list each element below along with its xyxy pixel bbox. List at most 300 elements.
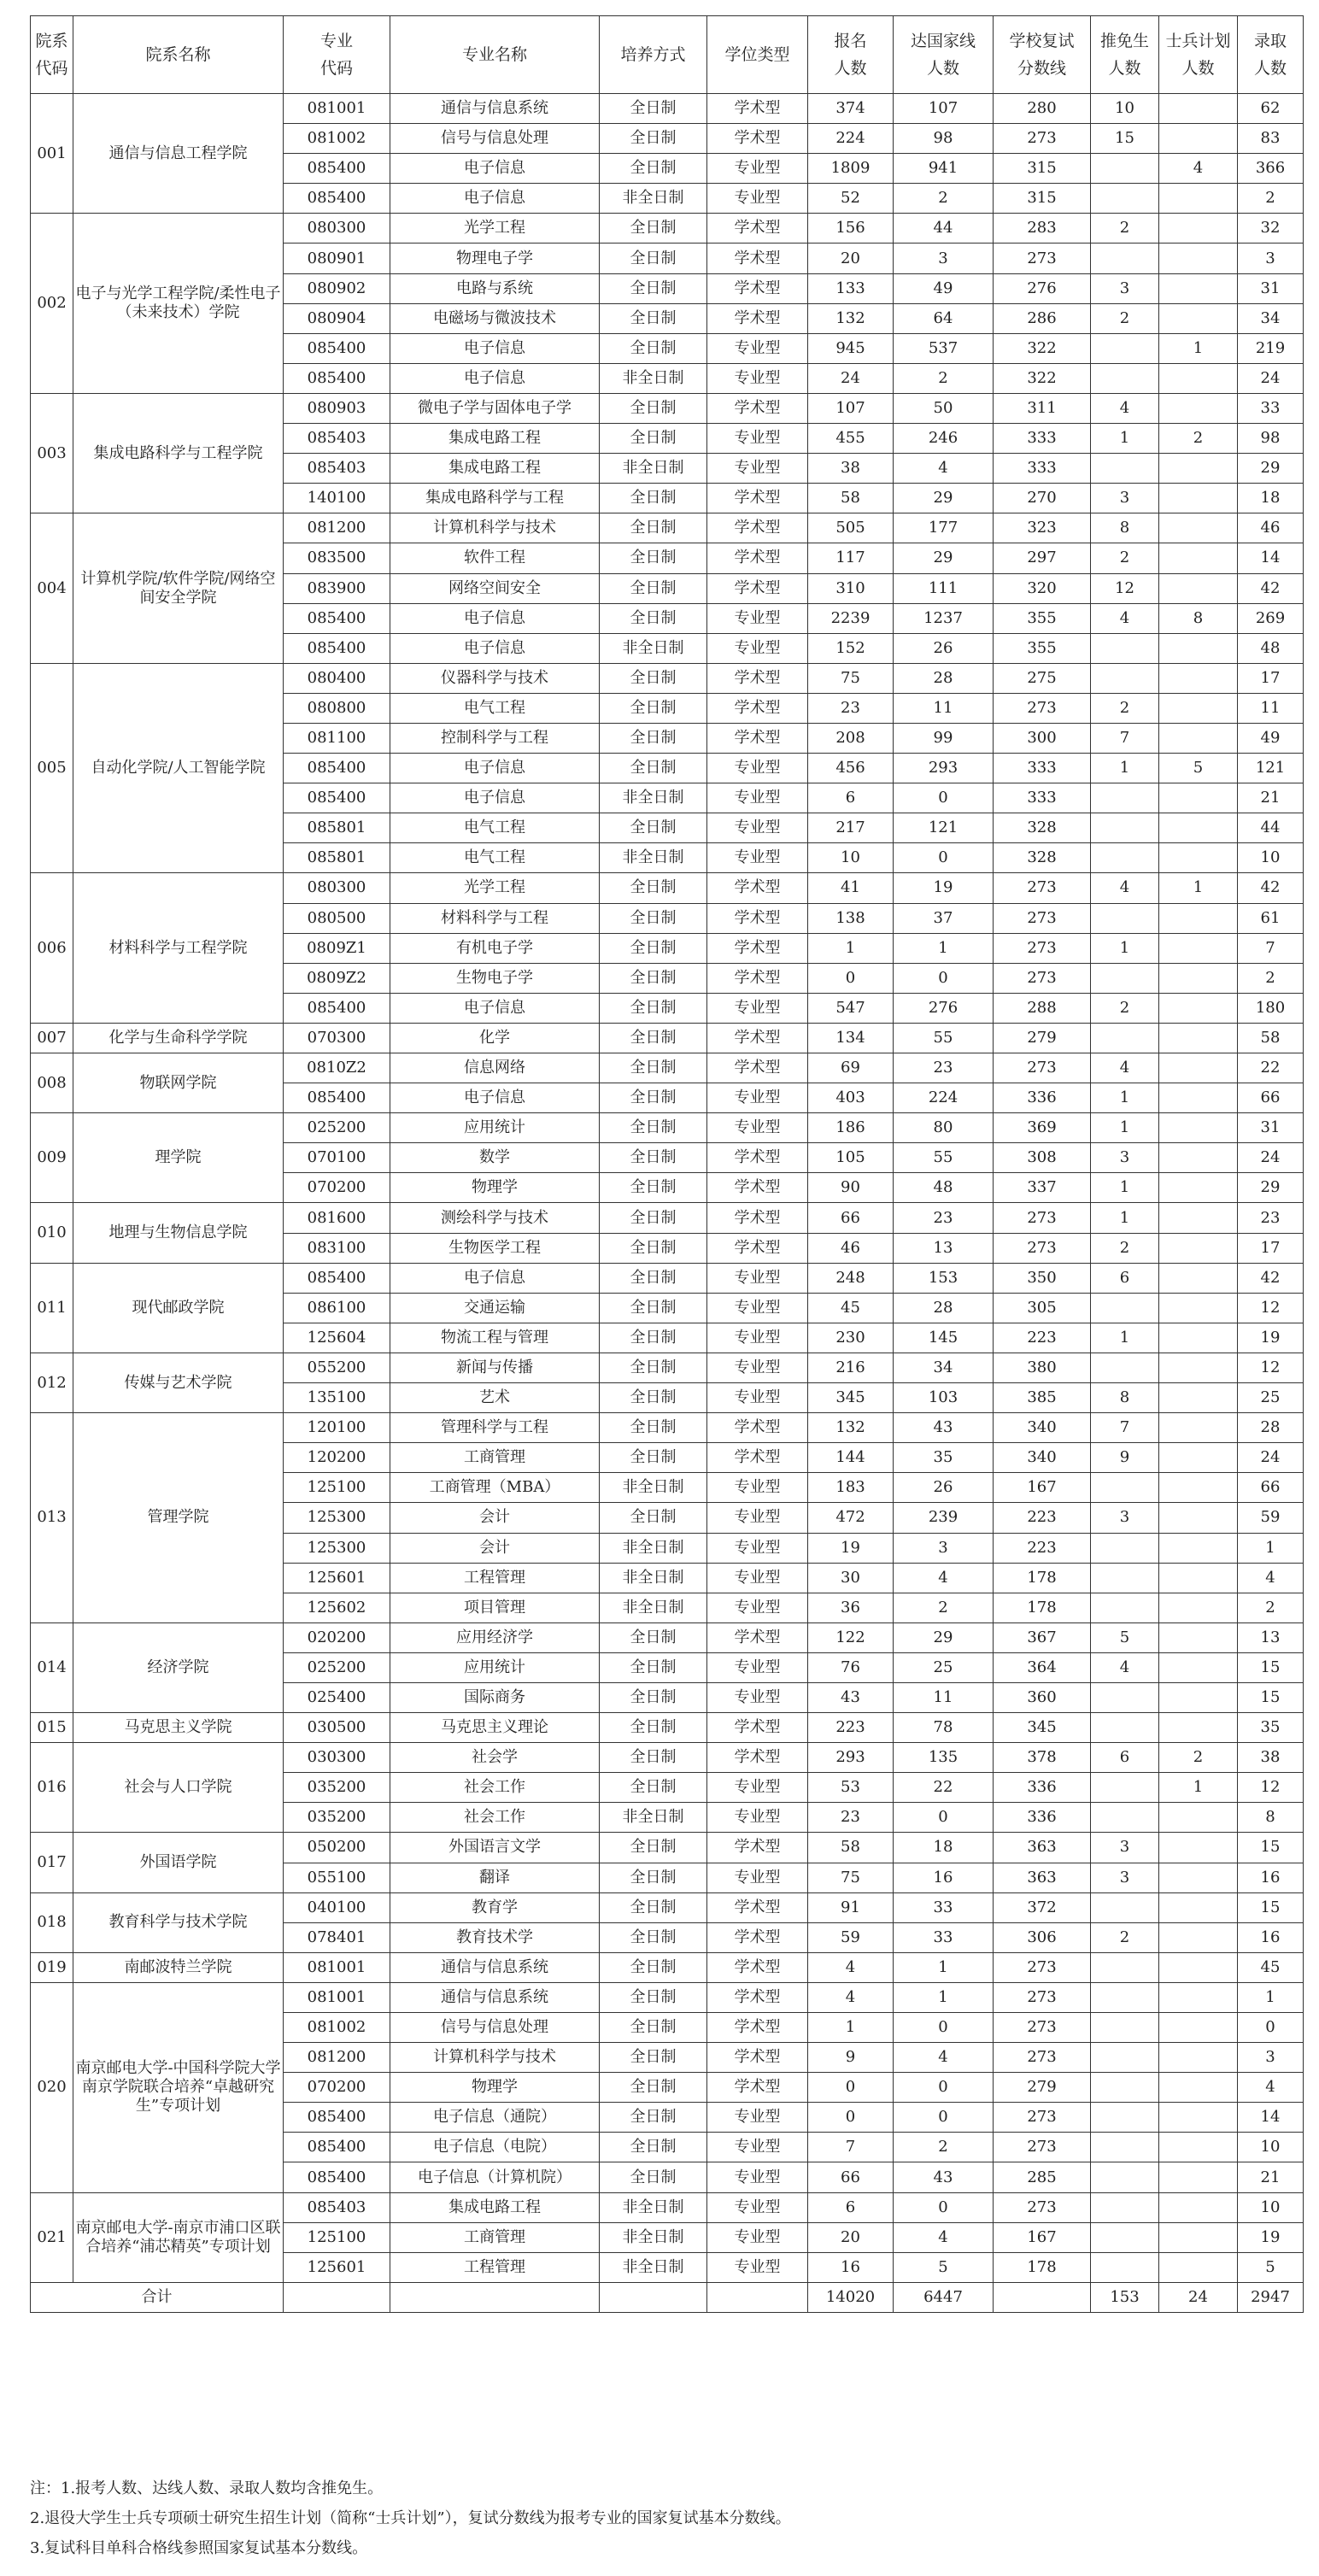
passed-count-cell: 537 [894, 333, 994, 363]
dept-code-cell: 016 [31, 1743, 73, 1833]
cutoff-score-cell: 333 [994, 424, 1091, 454]
dept-name-cell: 理学院 [73, 1113, 284, 1203]
header-degree-type: 学位类型 [707, 16, 808, 94]
cutoff-score-cell: 315 [994, 184, 1091, 214]
soldier-count-cell [1159, 1533, 1238, 1563]
study-mode-cell: 全日制 [600, 1743, 707, 1773]
cutoff-score-cell: 279 [994, 2073, 1091, 2103]
admitted-count-cell: 59 [1238, 1503, 1304, 1533]
passed-count-cell: 55 [894, 1023, 994, 1053]
admitted-count-cell: 219 [1238, 333, 1304, 363]
exempt-count-cell [1091, 184, 1159, 214]
soldier-count-cell [1159, 1263, 1238, 1293]
major-name-cell: 会计 [390, 1533, 600, 1563]
admitted-count-cell: 1 [1238, 1982, 1304, 2012]
major-code-cell: 085400 [284, 993, 390, 1023]
study-mode-cell: 全日制 [600, 94, 707, 124]
major-name-cell: 电子信息（通院） [390, 2103, 600, 2133]
degree-type-cell: 专业型 [707, 2222, 808, 2252]
passed-count-cell: 44 [894, 214, 994, 244]
admitted-count-cell: 21 [1238, 2162, 1304, 2192]
dept-name-cell: 经济学院 [73, 1622, 284, 1712]
major-code-cell: 020200 [284, 1622, 390, 1652]
soldier-count-cell [1159, 633, 1238, 663]
study-mode-cell: 全日制 [600, 1173, 707, 1203]
exempt-count-cell: 3 [1091, 1863, 1159, 1892]
major-code-cell: 085400 [284, 2162, 390, 2192]
applicants-cell: 58 [808, 1833, 894, 1863]
cutoff-score-cell: 367 [994, 1622, 1091, 1652]
soldier-count-cell [1159, 94, 1238, 124]
passed-count-cell: 23 [894, 1203, 994, 1233]
degree-type-cell: 专业型 [707, 2162, 808, 2192]
exempt-count-cell [1091, 843, 1159, 873]
major-name-cell: 计算机科学与技术 [390, 2043, 600, 2073]
passed-count-cell: 22 [894, 1773, 994, 1803]
degree-type-cell: 学术型 [707, 1892, 808, 1922]
applicants-cell: 133 [808, 273, 894, 303]
major-name-cell: 电子信息 [390, 1083, 600, 1113]
admitted-count-cell: 0 [1238, 2013, 1304, 2043]
passed-count-cell: 5 [894, 2252, 994, 2282]
major-name-cell: 通信与信息系统 [390, 94, 600, 124]
soldier-count-cell [1159, 1682, 1238, 1712]
degree-type-cell: 学术型 [707, 214, 808, 244]
exempt-count-cell [1091, 1713, 1159, 1743]
passed-count-cell: 18 [894, 1833, 994, 1863]
dept-code-cell: 021 [31, 2192, 73, 2282]
degree-type-cell: 专业型 [707, 333, 808, 363]
passed-count-cell: 34 [894, 1353, 994, 1382]
header-major-code: 专业 代码 [284, 16, 390, 94]
cutoff-score-cell: 320 [994, 573, 1091, 603]
exempt-count-cell: 12 [1091, 573, 1159, 603]
header-passed-national: 达国家线 人数 [894, 16, 994, 94]
major-code-cell: 083100 [284, 1233, 390, 1263]
cutoff-score-cell: 333 [994, 454, 1091, 484]
major-code-cell: 125602 [284, 1593, 390, 1622]
passed-count-cell: 26 [894, 1473, 994, 1503]
header-major-name: 专业名称 [390, 16, 600, 94]
study-mode-cell: 非全日制 [600, 633, 707, 663]
cutoff-score-cell: 167 [994, 1473, 1091, 1503]
degree-type-cell: 专业型 [707, 1773, 808, 1803]
passed-count-cell: 0 [894, 963, 994, 993]
study-mode-cell: 全日制 [600, 963, 707, 993]
total-passed-cell: 6447 [894, 2282, 994, 2312]
soldier-count-cell [1159, 1892, 1238, 1922]
study-mode-cell: 全日制 [600, 2162, 707, 2192]
header-dept-code: 院系 代码 [31, 16, 73, 94]
study-mode-cell: 全日制 [600, 2073, 707, 2103]
major-name-cell: 化学 [390, 1023, 600, 1053]
admitted-count-cell: 23 [1238, 1203, 1304, 1233]
major-name-cell: 光学工程 [390, 873, 600, 903]
study-mode-cell: 全日制 [600, 903, 707, 933]
admitted-count-cell: 58 [1238, 1023, 1304, 1053]
soldier-count-cell [1159, 813, 1238, 843]
total-exempt-cell: 153 [1091, 2282, 1159, 2312]
passed-count-cell: 99 [894, 723, 994, 753]
degree-type-cell: 专业型 [707, 1473, 808, 1503]
exempt-count-cell [1091, 2043, 1159, 2073]
empty-cell [994, 2282, 1091, 2312]
admitted-count-cell: 24 [1238, 363, 1304, 393]
degree-type-cell: 学术型 [707, 873, 808, 903]
major-name-cell: 工程管理 [390, 2252, 600, 2282]
major-name-cell: 有机电子学 [390, 933, 600, 963]
soldier-count-cell [1159, 513, 1238, 543]
soldier-count-cell: 4 [1159, 154, 1238, 184]
passed-count-cell: 107 [894, 94, 994, 124]
passed-count-cell: 29 [894, 484, 994, 513]
major-name-cell: 社会学 [390, 1743, 600, 1773]
exempt-count-cell [1091, 1892, 1159, 1922]
study-mode-cell: 全日制 [600, 2133, 707, 2162]
major-code-cell: 040100 [284, 1892, 390, 1922]
exempt-count-cell: 2 [1091, 1922, 1159, 1952]
study-mode-cell: 全日制 [600, 933, 707, 963]
major-name-cell: 电子信息 [390, 783, 600, 813]
applicants-cell: 945 [808, 333, 894, 363]
soldier-count-cell [1159, 1473, 1238, 1503]
study-mode-cell: 非全日制 [600, 843, 707, 873]
major-name-cell: 电路与系统 [390, 273, 600, 303]
degree-type-cell: 专业型 [707, 1652, 808, 1682]
major-name-cell: 翻译 [390, 1863, 600, 1892]
cutoff-score-cell: 273 [994, 1053, 1091, 1083]
soldier-count-cell [1159, 1173, 1238, 1203]
passed-count-cell: 28 [894, 663, 994, 693]
applicants-cell: 223 [808, 1713, 894, 1743]
table-row [31, 1982, 1304, 2012]
applicants-cell: 293 [808, 1743, 894, 1773]
degree-type-cell: 学术型 [707, 1023, 808, 1053]
admitted-count-cell: 10 [1238, 2133, 1304, 2162]
dept-code-cell: 015 [31, 1713, 73, 1743]
applicants-cell: 455 [808, 424, 894, 454]
soldier-count-cell [1159, 573, 1238, 603]
admitted-count-cell: 66 [1238, 1083, 1304, 1113]
cutoff-score-cell: 273 [994, 903, 1091, 933]
cutoff-score-cell: 340 [994, 1413, 1091, 1443]
applicants-cell: 107 [808, 393, 894, 423]
soldier-count-cell [1159, 903, 1238, 933]
cutoff-score-cell: 178 [994, 2252, 1091, 2282]
dept-code-cell: 017 [31, 1833, 73, 1892]
study-mode-cell: 非全日制 [600, 363, 707, 393]
exempt-count-cell: 1 [1091, 424, 1159, 454]
major-code-cell: 085400 [284, 783, 390, 813]
major-code-cell: 035200 [284, 1803, 390, 1833]
major-code-cell: 081600 [284, 1203, 390, 1233]
major-code-cell: 080800 [284, 693, 390, 723]
study-mode-cell: 非全日制 [600, 454, 707, 484]
study-mode-cell: 全日制 [600, 693, 707, 723]
major-code-cell: 025200 [284, 1113, 390, 1143]
major-code-cell: 081001 [284, 94, 390, 124]
applicants-cell: 66 [808, 1203, 894, 1233]
exempt-count-cell [1091, 2162, 1159, 2192]
major-code-cell: 035200 [284, 1773, 390, 1803]
soldier-count-cell [1159, 363, 1238, 393]
soldier-count-cell [1159, 2222, 1238, 2252]
degree-type-cell: 学术型 [707, 2073, 808, 2103]
cutoff-score-cell: 378 [994, 1743, 1091, 1773]
degree-type-cell: 学术型 [707, 723, 808, 753]
exempt-count-cell [1091, 333, 1159, 363]
major-code-cell: 0809Z1 [284, 933, 390, 963]
empty-cell [707, 2282, 808, 2312]
soldier-count-cell [1159, 723, 1238, 753]
applicants-cell: 16 [808, 2252, 894, 2282]
major-code-cell: 081200 [284, 513, 390, 543]
dept-name-cell: 传媒与艺术学院 [73, 1353, 284, 1412]
major-name-cell: 集成电路工程 [390, 454, 600, 484]
admitted-count-cell: 15 [1238, 1682, 1304, 1712]
study-mode-cell: 全日制 [600, 244, 707, 273]
major-name-cell: 电子信息 [390, 754, 600, 783]
passed-count-cell: 121 [894, 813, 994, 843]
soldier-count-cell [1159, 1803, 1238, 1833]
passed-count-cell: 224 [894, 1083, 994, 1113]
major-name-cell: 电子信息 [390, 333, 600, 363]
passed-count-cell: 50 [894, 393, 994, 423]
soldier-count-cell [1159, 1593, 1238, 1622]
exempt-count-cell [1091, 633, 1159, 663]
passed-count-cell: 43 [894, 1413, 994, 1443]
degree-type-cell: 学术型 [707, 1413, 808, 1443]
major-name-cell: 教育技术学 [390, 1922, 600, 1952]
major-code-cell: 086100 [284, 1293, 390, 1323]
admitted-count-cell: 14 [1238, 2103, 1304, 2133]
applicants-cell: 91 [808, 1892, 894, 1922]
table-row [31, 1203, 1304, 1233]
degree-type-cell: 学术型 [707, 1203, 808, 1233]
exempt-count-cell [1091, 1563, 1159, 1593]
degree-type-cell: 学术型 [707, 2043, 808, 2073]
major-code-cell: 085801 [284, 813, 390, 843]
applicants-cell: 156 [808, 214, 894, 244]
degree-type-cell: 学术型 [707, 543, 808, 573]
passed-count-cell: 43 [894, 2162, 994, 2192]
degree-type-cell: 学术型 [707, 1053, 808, 1083]
major-code-cell: 085403 [284, 454, 390, 484]
passed-count-cell: 4 [894, 2043, 994, 2073]
admitted-count-cell: 14 [1238, 543, 1304, 573]
major-name-cell: 电子信息 [390, 603, 600, 633]
exempt-count-cell [1091, 363, 1159, 393]
cutoff-score-cell: 308 [994, 1143, 1091, 1173]
passed-count-cell: 64 [894, 303, 994, 333]
footnote-1: 注：1.报考人数、达线人数、录取人数均含推免生。 [30, 2479, 384, 2497]
study-mode-cell: 全日制 [600, 2013, 707, 2043]
footnotes [30, 2473, 1294, 2563]
study-mode-cell: 全日制 [600, 1773, 707, 1803]
degree-type-cell: 学术型 [707, 513, 808, 543]
major-name-cell: 新闻与传播 [390, 1353, 600, 1382]
exempt-count-cell: 6 [1091, 1743, 1159, 1773]
applicants-cell: 134 [808, 1023, 894, 1053]
cutoff-score-cell: 306 [994, 1922, 1091, 1952]
exempt-count-cell [1091, 2103, 1159, 2133]
degree-type-cell: 学术型 [707, 903, 808, 933]
cutoff-score-cell: 223 [994, 1323, 1091, 1353]
study-mode-cell: 全日制 [600, 124, 707, 154]
admitted-count-cell: 24 [1238, 1143, 1304, 1173]
table-row [31, 663, 1304, 693]
study-mode-cell: 全日制 [600, 1023, 707, 1053]
passed-count-cell: 0 [894, 2192, 994, 2222]
passed-count-cell: 1 [894, 933, 994, 963]
passed-count-cell: 2 [894, 363, 994, 393]
admission-table-wrapper [30, 15, 1303, 2313]
major-name-cell: 教育学 [390, 1892, 600, 1922]
soldier-count-cell [1159, 393, 1238, 423]
dept-code-cell: 014 [31, 1622, 73, 1712]
exempt-count-cell: 2 [1091, 993, 1159, 1023]
degree-type-cell: 专业型 [707, 1263, 808, 1293]
applicants-cell: 43 [808, 1682, 894, 1712]
study-mode-cell: 全日制 [600, 1353, 707, 1382]
soldier-count-cell: 8 [1159, 603, 1238, 633]
soldier-count-cell [1159, 1622, 1238, 1652]
study-mode-cell: 非全日制 [600, 2252, 707, 2282]
cutoff-score-cell: 273 [994, 2013, 1091, 2043]
exempt-count-cell [1091, 1533, 1159, 1563]
major-code-cell: 0809Z2 [284, 963, 390, 993]
applicants-cell: 505 [808, 513, 894, 543]
exempt-count-cell [1091, 663, 1159, 693]
header-row [31, 16, 1304, 94]
exempt-count-cell: 1 [1091, 1203, 1159, 1233]
major-name-cell: 电子信息 [390, 993, 600, 1023]
applicants-cell: 208 [808, 723, 894, 753]
major-name-cell: 集成电路工程 [390, 424, 600, 454]
major-code-cell: 140100 [284, 484, 390, 513]
applicants-cell: 224 [808, 124, 894, 154]
table-row [31, 513, 1304, 543]
major-code-cell: 080500 [284, 903, 390, 933]
study-mode-cell: 全日制 [600, 424, 707, 454]
major-name-cell: 工商管理 [390, 1443, 600, 1473]
applicants-cell: 105 [808, 1143, 894, 1173]
applicants-cell: 144 [808, 1443, 894, 1473]
degree-type-cell: 专业型 [707, 633, 808, 663]
soldier-count-cell [1159, 1652, 1238, 1682]
admitted-count-cell: 5 [1238, 2252, 1304, 2282]
admitted-count-cell: 15 [1238, 1833, 1304, 1863]
soldier-count-cell [1159, 1053, 1238, 1083]
passed-count-cell: 0 [894, 2013, 994, 2043]
passed-count-cell: 4 [894, 1563, 994, 1593]
study-mode-cell: 全日制 [600, 1863, 707, 1892]
degree-type-cell: 学术型 [707, 484, 808, 513]
admitted-count-cell: 12 [1238, 1293, 1304, 1323]
passed-count-cell: 0 [894, 783, 994, 813]
admitted-count-cell: 12 [1238, 1353, 1304, 1382]
dept-name-cell: 教育科学与技术学院 [73, 1892, 284, 1952]
major-code-cell: 070200 [284, 2073, 390, 2103]
cutoff-score-cell: 380 [994, 1353, 1091, 1382]
exempt-count-cell [1091, 783, 1159, 813]
degree-type-cell: 学术型 [707, 393, 808, 423]
admitted-count-cell: 4 [1238, 1563, 1304, 1593]
study-mode-cell: 全日制 [600, 1982, 707, 2012]
cutoff-score-cell: 350 [994, 1263, 1091, 1293]
major-code-cell: 081001 [284, 1982, 390, 2012]
passed-count-cell: 111 [894, 573, 994, 603]
degree-type-cell: 专业型 [707, 1383, 808, 1413]
admitted-count-cell: 45 [1238, 1952, 1304, 1982]
degree-type-cell: 学术型 [707, 1233, 808, 1263]
study-mode-cell: 全日制 [600, 1503, 707, 1533]
major-code-cell: 030300 [284, 1743, 390, 1773]
degree-type-cell: 专业型 [707, 1533, 808, 1563]
major-name-cell: 测绘科学与技术 [390, 1203, 600, 1233]
soldier-count-cell [1159, 2043, 1238, 2073]
degree-type-cell: 专业型 [707, 1682, 808, 1712]
soldier-count-cell [1159, 1563, 1238, 1593]
dept-name-cell: 自动化学院/人工智能学院 [73, 663, 284, 873]
soldier-count-cell: 2 [1159, 1743, 1238, 1773]
cutoff-score-cell: 336 [994, 1083, 1091, 1113]
applicants-cell: 6 [808, 783, 894, 813]
major-name-cell: 工商管理（MBA） [390, 1473, 600, 1503]
applicants-cell: 90 [808, 1173, 894, 1203]
admitted-count-cell: 15 [1238, 1652, 1304, 1682]
study-mode-cell: 全日制 [600, 333, 707, 363]
passed-count-cell: 0 [894, 843, 994, 873]
degree-type-cell: 专业型 [707, 1323, 808, 1353]
soldier-count-cell [1159, 783, 1238, 813]
cutoff-score-cell: 340 [994, 1443, 1091, 1473]
major-name-cell: 项目管理 [390, 1593, 600, 1622]
study-mode-cell: 全日制 [600, 754, 707, 783]
major-name-cell: 微电子学与固体电子学 [390, 393, 600, 423]
admission-table [30, 15, 1304, 2313]
cutoff-score-cell: 385 [994, 1383, 1091, 1413]
exempt-count-cell [1091, 1473, 1159, 1503]
header-study-mode: 培养方式 [600, 16, 707, 94]
passed-count-cell: 0 [894, 2073, 994, 2103]
study-mode-cell: 全日制 [600, 603, 707, 633]
cutoff-score-cell: 364 [994, 1652, 1091, 1682]
major-name-cell: 电子信息 [390, 154, 600, 184]
admitted-count-cell: 366 [1238, 154, 1304, 184]
soldier-count-cell [1159, 1833, 1238, 1863]
major-name-cell: 光学工程 [390, 214, 600, 244]
admitted-count-cell: 17 [1238, 663, 1304, 693]
study-mode-cell: 非全日制 [600, 1563, 707, 1593]
admitted-count-cell: 13 [1238, 1622, 1304, 1652]
dept-name-cell: 通信与信息工程学院 [73, 94, 284, 214]
cutoff-score-cell: 223 [994, 1533, 1091, 1563]
cutoff-score-cell: 273 [994, 2133, 1091, 2162]
exempt-count-cell: 1 [1091, 1113, 1159, 1143]
total-admitted-cell: 2947 [1238, 2282, 1304, 2312]
exempt-count-cell: 4 [1091, 393, 1159, 423]
cutoff-score-cell: 337 [994, 1173, 1091, 1203]
dept-name-cell: 化学与生命科学学院 [73, 1023, 284, 1053]
admitted-count-cell: 48 [1238, 633, 1304, 663]
cutoff-score-cell: 345 [994, 1713, 1091, 1743]
soldier-count-cell [1159, 1863, 1238, 1892]
dept-name-cell: 马克思主义学院 [73, 1713, 284, 1743]
cutoff-score-cell: 328 [994, 813, 1091, 843]
major-name-cell: 生物电子学 [390, 963, 600, 993]
table-body [31, 94, 1304, 2313]
